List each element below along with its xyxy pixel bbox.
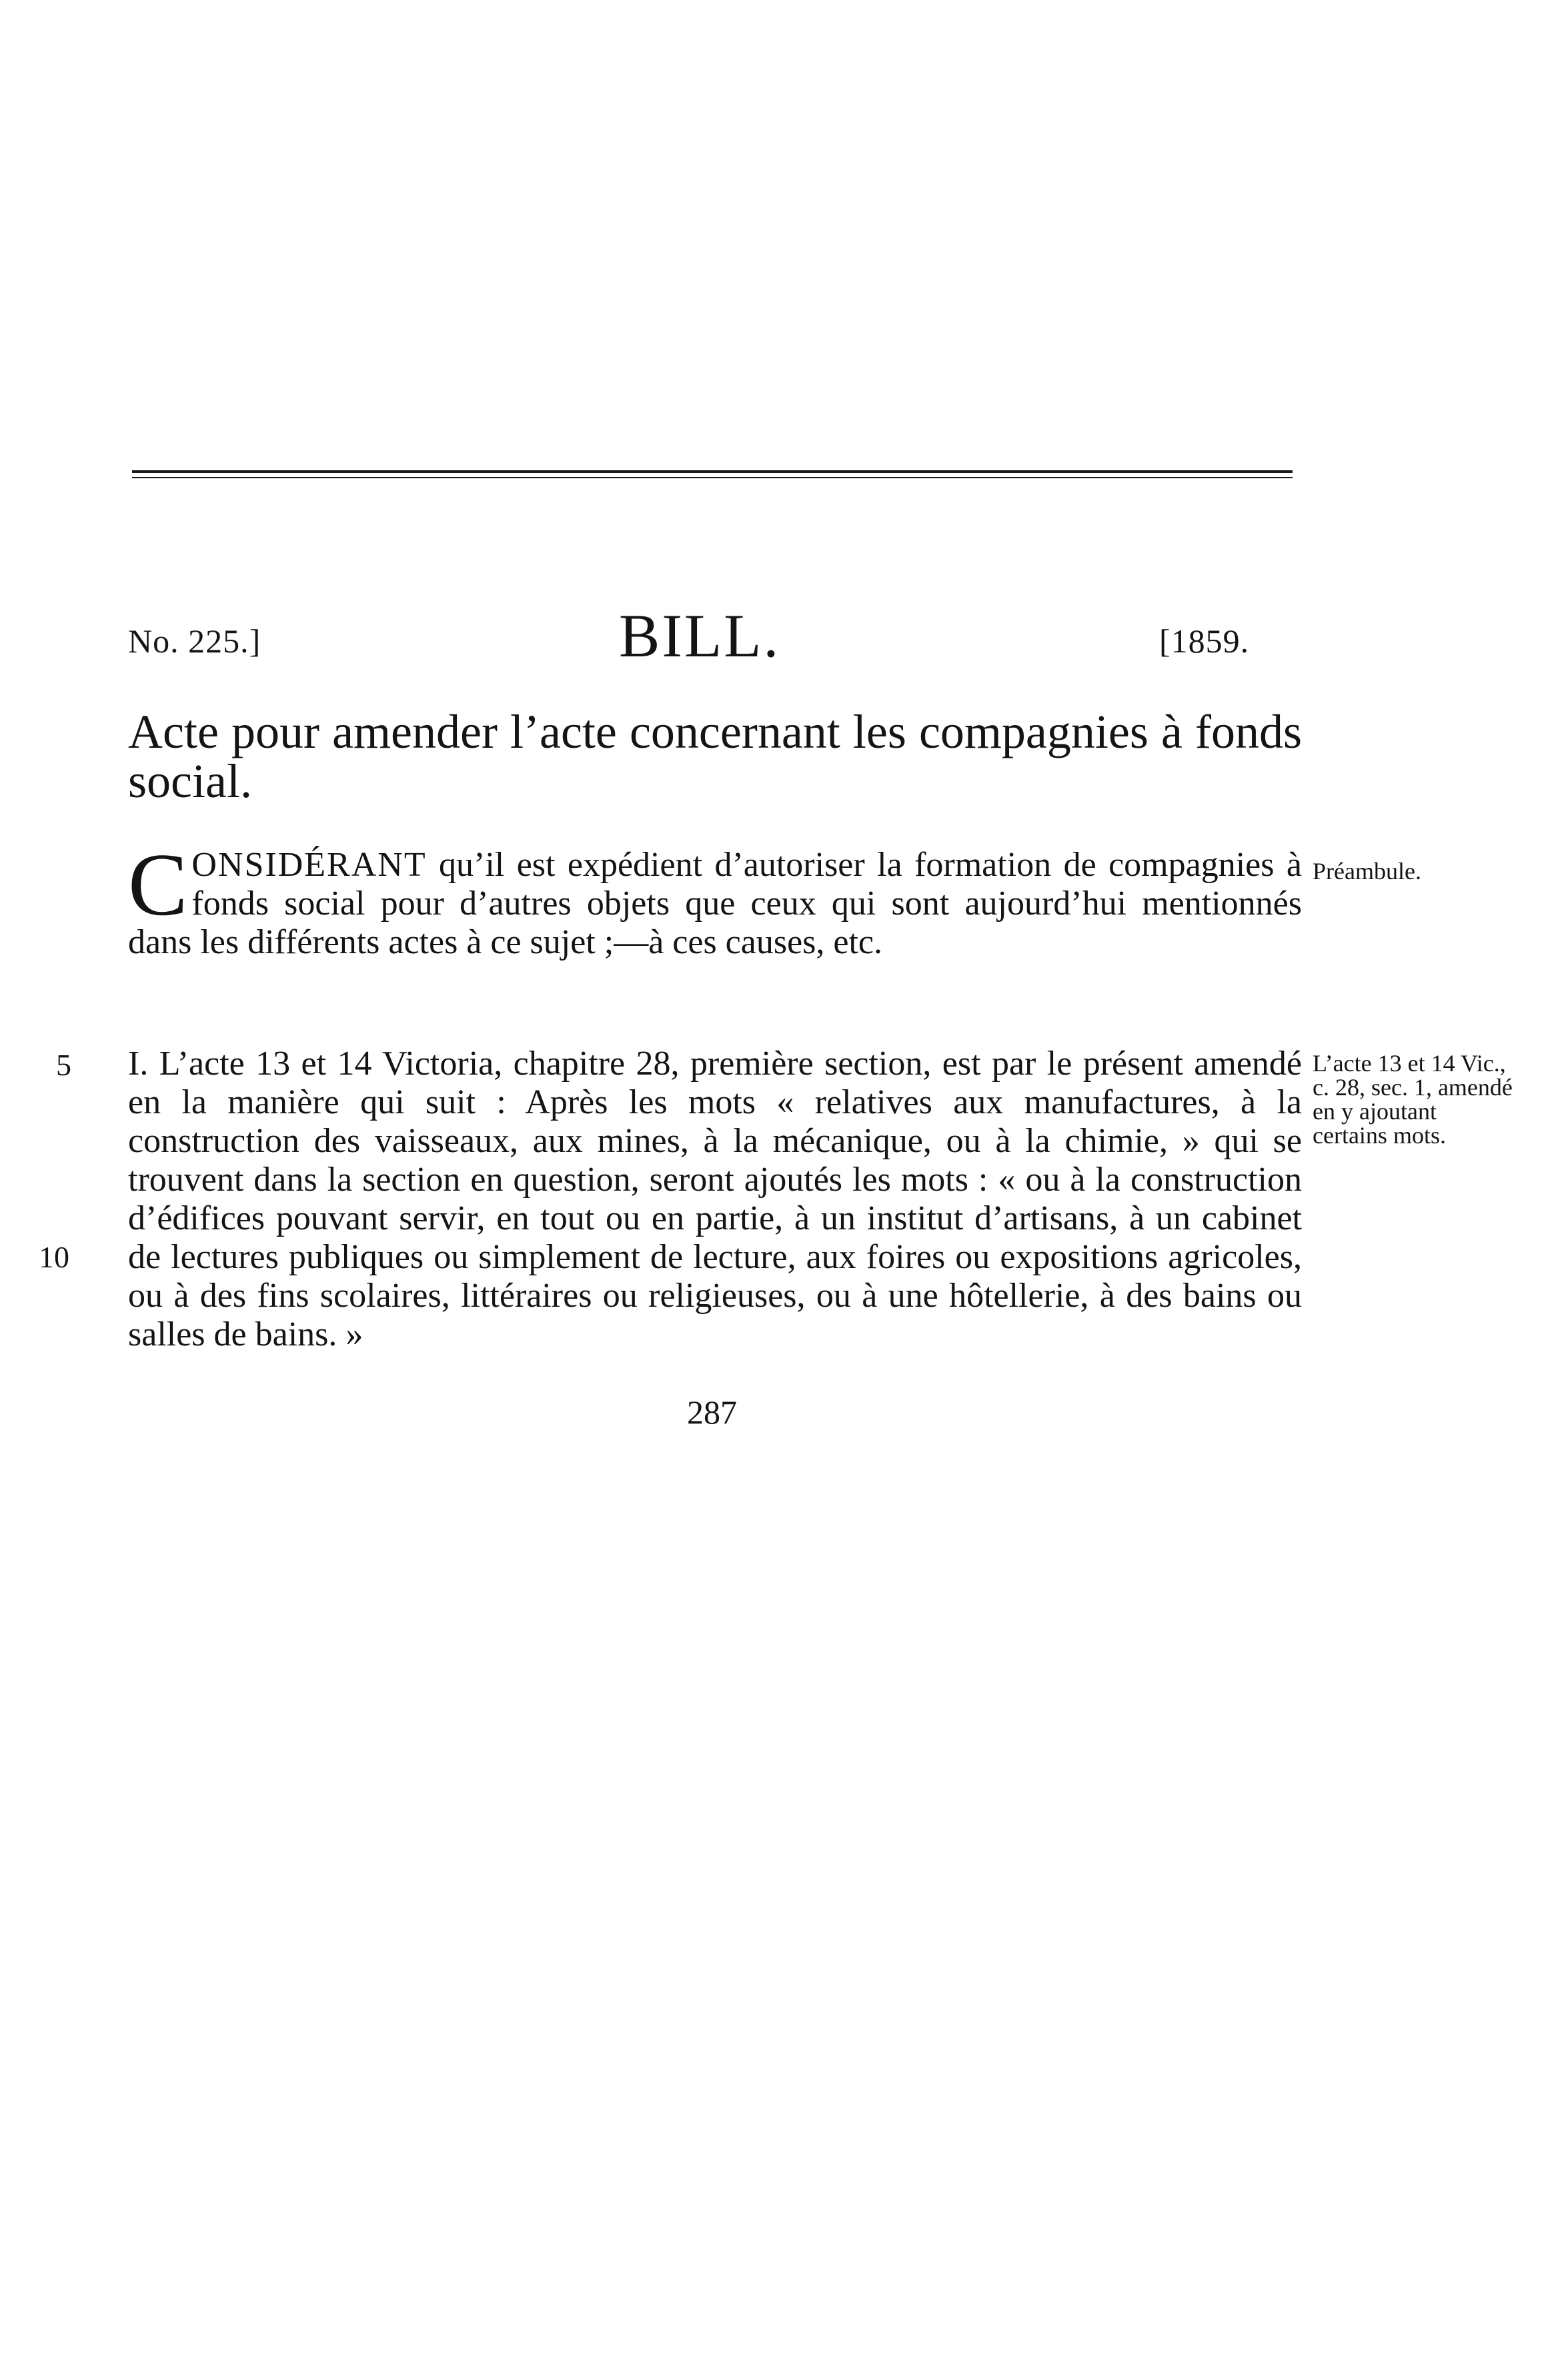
act-title: Acte pour amender l’acte concernant les compagnies à fonds social. [128,705,1302,808]
preamble-text: qu’il est expédient d’autoriser la formation de compagnies à fonds social pour d’autres objets que ceux qui sont aujourd’hui mentionnés dans les différents actes à ce sujet ;—à ces causes, etc. [128,846,1302,961]
page-number: 287 [687,1393,737,1431]
line-number-5: 5 [56,1048,71,1082]
preamble-caps: ONSIDÉRANT [191,846,427,884]
header-rule [132,470,1293,478]
bill-year: [1859. [1159,622,1250,660]
drop-cap: C [128,835,188,934]
line-number-10: 10 [39,1240,69,1274]
margin-note-section-1: L’acte 13 et 14 Vic., c. 28, sec. 1, amendé en y ajoutant certains mots. [1313,1050,1513,1149]
section-1-paragraph: I. L’acte 13 et 14 Victoria, chapitre 28, première section, est par le présent amendé en la manière qui suit : Après les mots « relatives aux manufactures, à la construction des vaisseaux, aux mines, à la mécanique, ou à la chimie, » qui se trouvent dans la section en question, seront ajoutés les mots : « ou à la construction d’édifices pouvant servir, en tout ou en partie, à un institut d’artisans, à un cabinet de lectures publiques ou simplement de lecture, aux foires ou expositions agricoles, ou à des fins scolaires, littéraires ou religieuses, ou à une hôtellerie, à des bains ou salles de bains. » [128,1045,1302,1353]
margin-note-preamble: Préambule. [1313,858,1421,884]
preamble-paragraph [128,835,1302,962]
bill-heading: BILL. [619,602,781,670]
bill-number: No. 225.] [128,622,261,660]
